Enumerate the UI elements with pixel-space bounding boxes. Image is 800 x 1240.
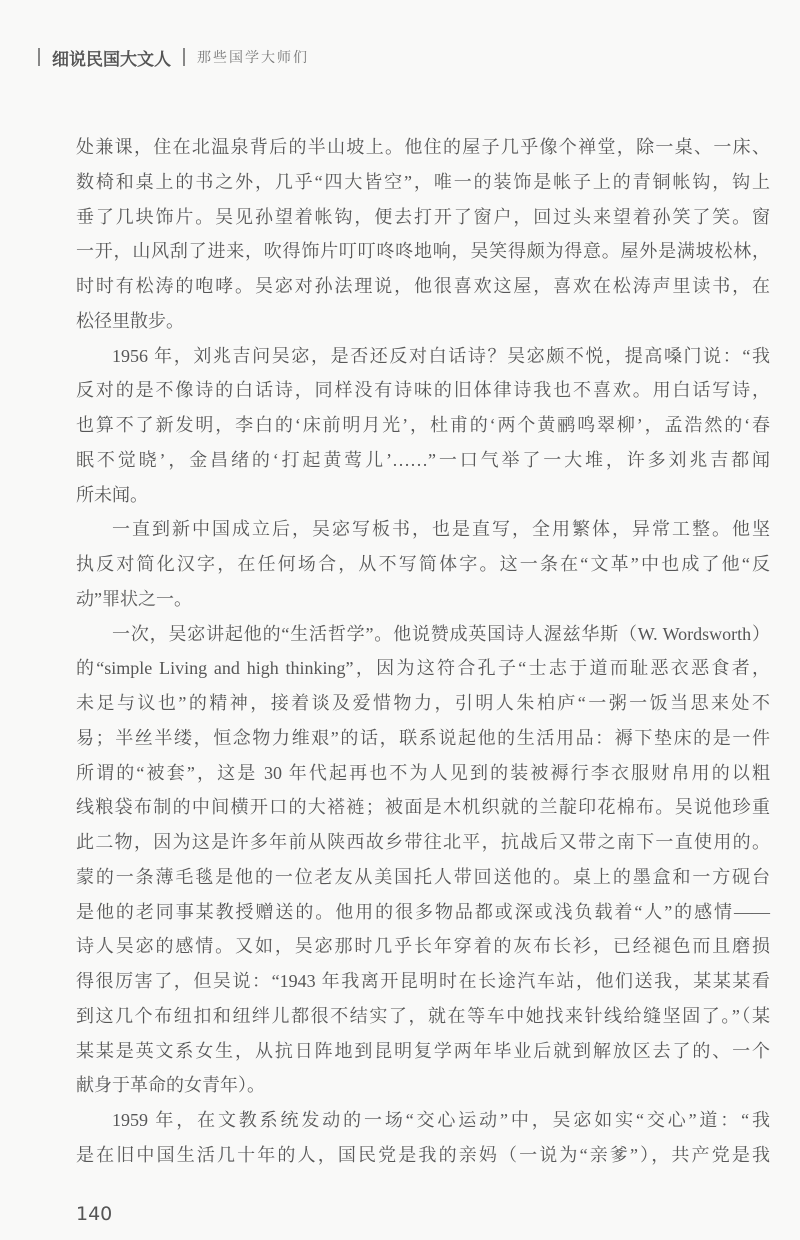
book-subtitle: 那些国学大师们 <box>197 50 309 66</box>
text-line: 所未闻。 <box>76 484 148 505</box>
text-line: 某某是英文系女生，从抗日阵地到昆明复学两年毕业后就到解放区去了的、一个 <box>76 1040 770 1061</box>
text-line: 献身于革命的女青年）。 <box>76 1075 265 1096</box>
page-number: 140 <box>76 1203 113 1225</box>
text-line: 动”罪状之一。 <box>76 588 192 609</box>
text-line: 所谓的“被套”，这是 30 年代起再也不为人见到的装被褥行李衣服财帛用的以粗 <box>76 762 770 783</box>
header-divider <box>183 48 185 66</box>
text-line: 一开，山风刮了进来，吹得饰片叮叮咚咚地响，吴笑得颇为得意。屋外是满坡松林， <box>76 241 770 262</box>
page-body-text <box>76 130 770 1173</box>
text-line: 线粮袋布制的中间横开口的大褡裢；被面是木机织就的兰靛印花棉布。吴说他珍重 <box>76 797 770 818</box>
paragraph <box>76 130 770 339</box>
paragraph <box>76 1103 770 1173</box>
text-line: 的“simple Living and high thinking”，因为这符合孔子“士志于道而耻恶衣恶食者， <box>76 658 770 679</box>
header-divider <box>38 48 40 66</box>
text-line: 此二物，因为这是许多年前从陕西故乡带往北平，抗战后又带之南下一直使用的。 <box>76 832 770 852</box>
text-line: 数椅和桌上的书之外，几乎“四大皆空”，唯一的装饰是帐子上的青铜帐钩，钩上 <box>76 171 770 192</box>
paragraph <box>76 512 770 616</box>
text-line: 一直到新中国成立后，吴宓写板书，也是直写，全用繁体，异常工整。他坚 <box>112 519 770 540</box>
series-title: 细说民国大文人 <box>52 49 171 70</box>
text-line: 蒙的一条薄毛毯是他的一位老友从美国托人带回送他的。桌上的墨盒和一方砚台 <box>76 866 770 887</box>
text-line: 处兼课，住在北温泉背后的半山坡上。他住的屋子几乎像个禅堂，除一桌、一床、 <box>76 137 770 157</box>
text-line: 是在旧中国生活几十年的人，国民党是我的亲妈（一说为“亲爹”），共产党是我 <box>76 1144 770 1165</box>
paragraph <box>76 617 770 1104</box>
text-line: 时时有松涛的咆哮。吴宓对孙法理说，他很喜欢这屋，喜欢在松涛声里读书，在 <box>76 276 770 296</box>
text-line: 易；半丝半缕，恒念物力维艰”的话，联系说起他的生活用品：褥下垫床的是一件 <box>76 727 770 748</box>
text-line: 得很厉害了，但吴说：“1943 年我离开昆明时在长途汽车站，他们送我，某某某看 <box>76 971 770 991</box>
text-line: 1956 年，刘兆吉问吴宓，是否还反对白话诗？吴宓颇不悦，提高嗓门说：“我 <box>112 345 770 366</box>
text-line: 诗人吴宓的感情。又如，吴宓那时几乎长年穿着的灰布长衫，已经褪色而且磨损 <box>76 936 770 957</box>
text-line: 1959 年，在文教系统发动的一场“交心运动”中，吴宓如实“交心”道：“我 <box>112 1110 770 1130</box>
text-line: 反对的是不像诗的白话诗，同样没有诗味的旧体律诗我也不喜欢。用白话写诗， <box>76 380 770 401</box>
running-header <box>38 44 309 70</box>
text-line: 执反对简化汉字，在任何场合，从不写简体字。这一条在“文革”中也成了他“反 <box>76 554 770 574</box>
text-line: 到这几个布纽扣和纽绊儿都很不结实了，就在等车中她找来针线给缝坚固了。”（某 <box>76 1005 770 1026</box>
text-line: 未足与议也”的精神，接着谈及爱惜物力，引明人朱柏庐“一粥一饭当思来处不 <box>76 693 770 713</box>
text-line: 一次，吴宓讲起他的“生活哲学”。他说赞成英国诗人渥兹华斯（W. Wordsworth） <box>112 623 770 644</box>
text-line: 也算不了新发明，李白的‘床前明月光’，杜甫的‘两个黄鹂鸣翠柳’，孟浩然的‘春 <box>76 415 770 435</box>
text-line: 眠不觉晓’，金昌绪的‘打起黄莺儿’……”一口气举了一大堆，许多刘兆吉都闻 <box>76 449 770 470</box>
text-line: 垂了几块饰片。吴见孙望着帐钩，便去打开了窗户，回过头来望着孙笑了笑。窗 <box>76 206 770 227</box>
text-line: 松径里散步。 <box>76 310 184 331</box>
paragraph <box>76 339 770 513</box>
text-line: 是他的老同事某教授赠送的。他用的很多物品都或深或浅负载着“人”的感情—— <box>76 901 770 922</box>
